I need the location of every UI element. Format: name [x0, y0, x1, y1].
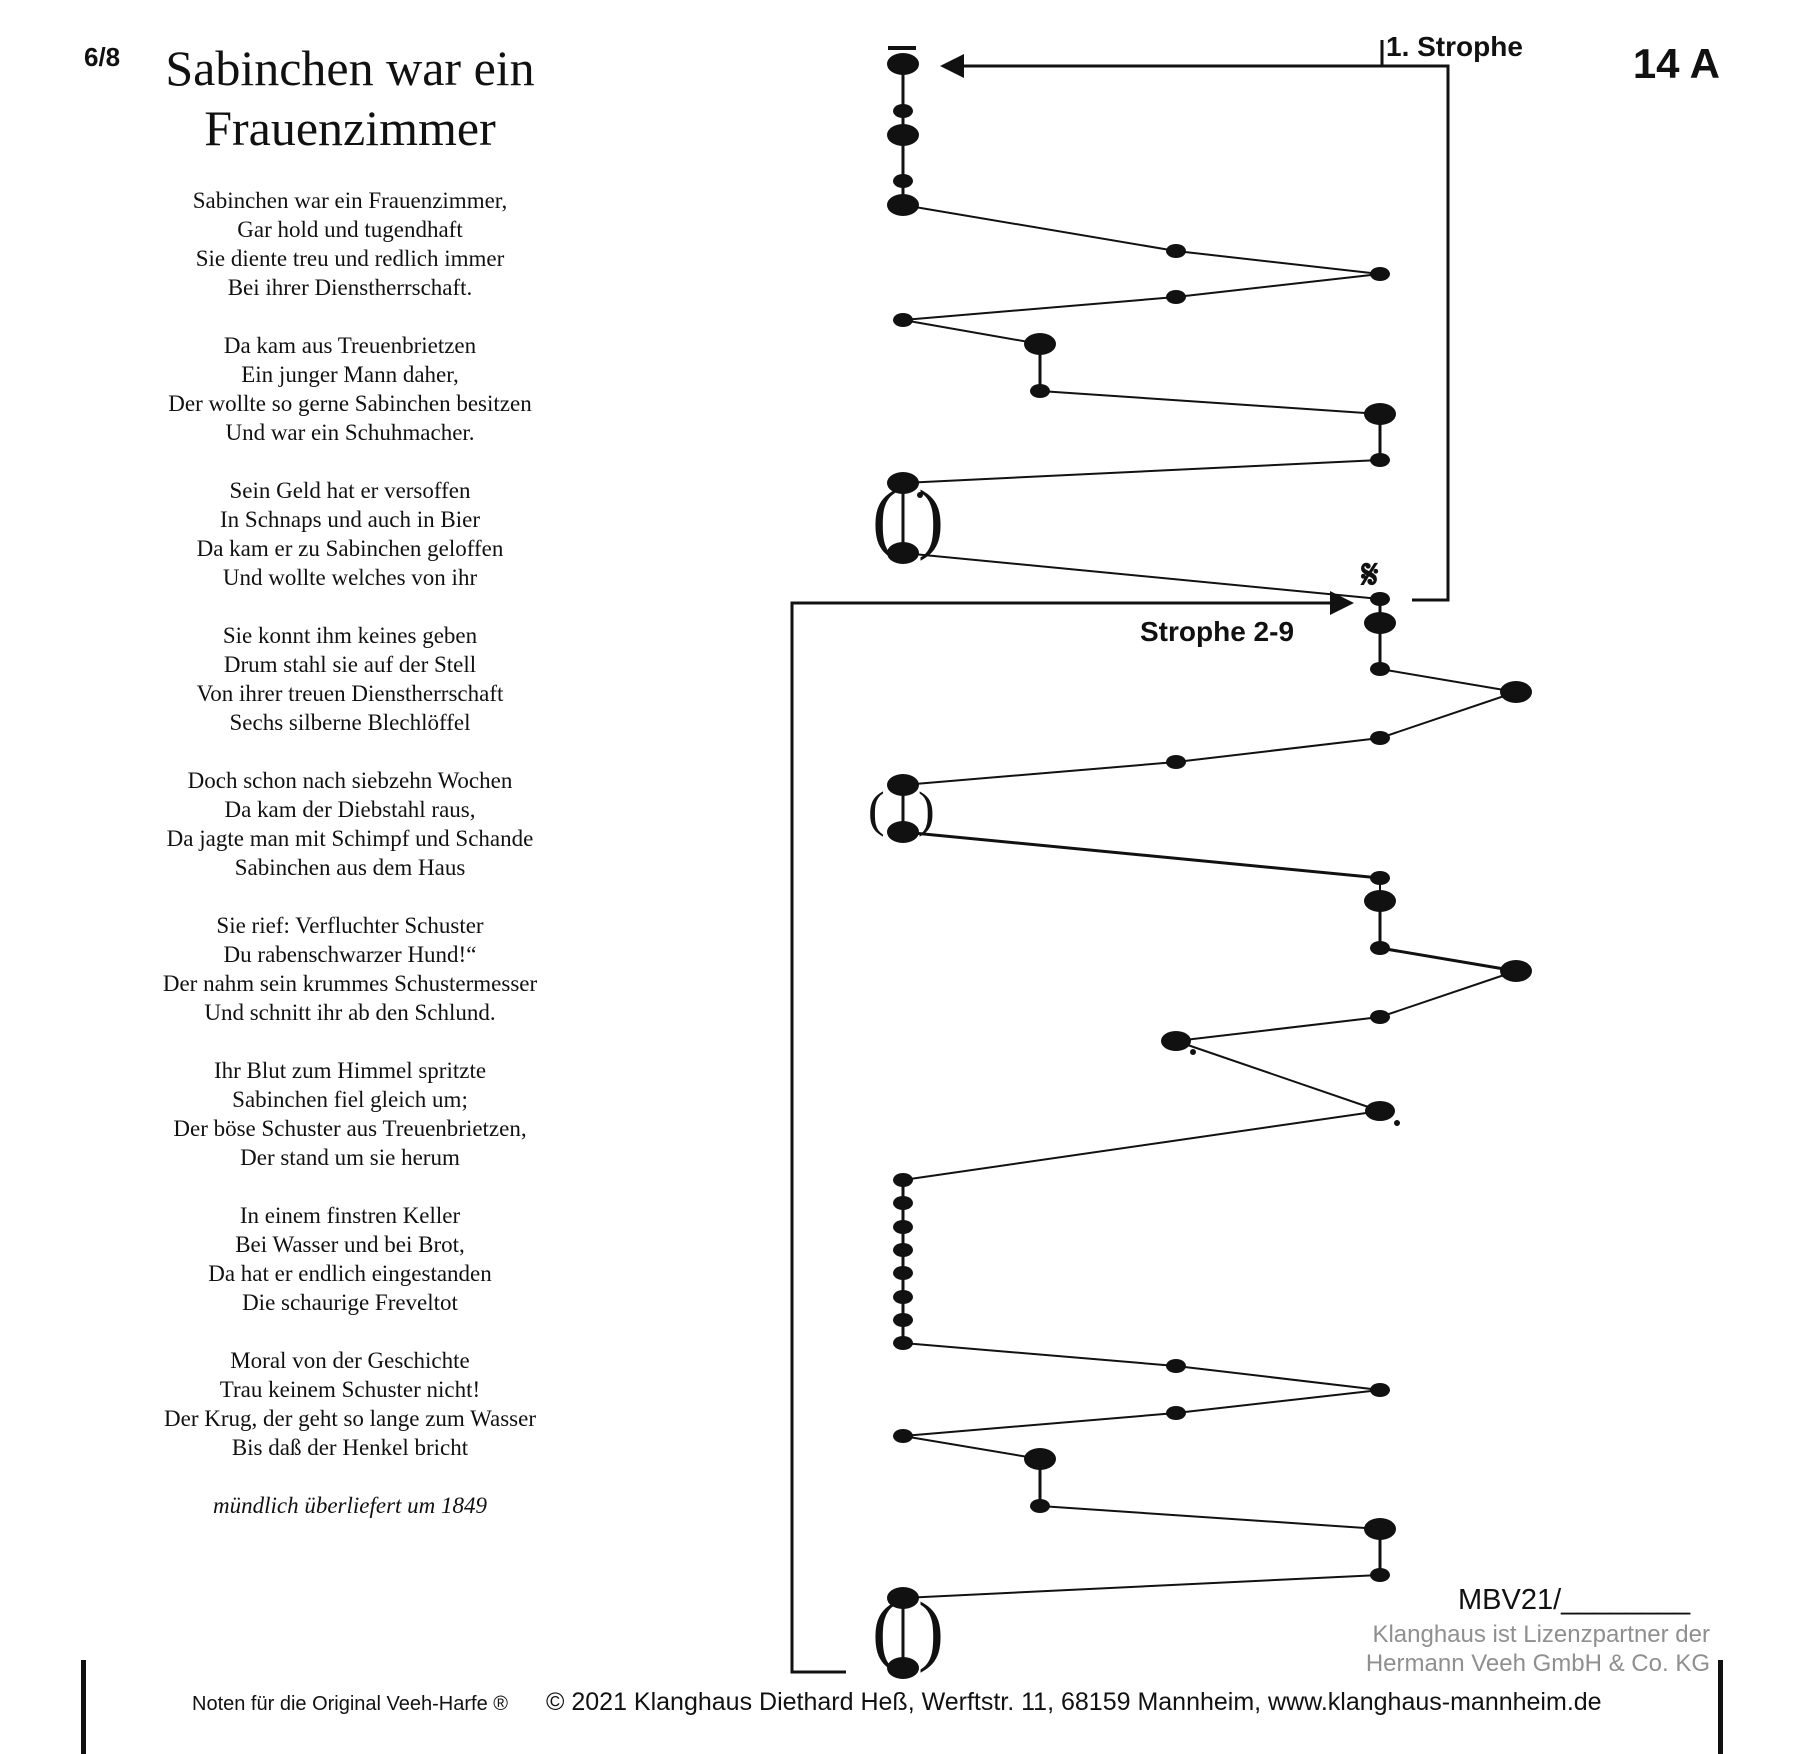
lyric-line: Ein junger Mann daher, — [241, 362, 459, 387]
repeat-path-strophe-2 — [792, 603, 1330, 1672]
melody-line — [1176, 1390, 1380, 1413]
lyric-line: Bis daß der Henkel bricht — [231, 1435, 469, 1460]
note-head — [1370, 453, 1390, 467]
note-head — [893, 1220, 913, 1234]
strophe-1-label: 1. Strophe — [1386, 31, 1523, 62]
lyric-line: Da kam der Diebstahl raus, — [224, 797, 476, 822]
melody-line — [903, 1436, 1040, 1459]
note-head — [1364, 890, 1396, 912]
lyric-line: Trau keinem Schuster nicht! — [219, 1377, 481, 1402]
note-head — [1166, 1359, 1186, 1373]
melody-line — [903, 205, 1176, 251]
source-note: mündlich überliefert um 1849 — [212, 1493, 488, 1518]
note-head — [1166, 290, 1186, 304]
melody-line — [1176, 274, 1380, 297]
melody-line — [1176, 1017, 1380, 1041]
lyric-line: Du rabenschwarzer Hund!“ — [223, 942, 477, 967]
note-head — [1030, 384, 1050, 398]
lyric-line: Sabinchen fiel gleich um; — [232, 1087, 468, 1112]
lyric-line: Sechs silberne Blechlöffel — [229, 710, 471, 735]
note-head — [893, 313, 913, 327]
lyric-line: Der stand um sie herum — [240, 1145, 460, 1170]
melody-lines — [903, 64, 1516, 1668]
lyric-line: Da jagte man mit Schimpf und Schande — [166, 826, 534, 851]
lyric-line: Die schaurige Freveltot — [242, 1290, 458, 1315]
lyric-line: Der nahm sein krummes Schustermesser — [162, 971, 538, 996]
repeat-path-strophe-1 — [1382, 40, 1448, 600]
paren-right-2: ) — [918, 781, 935, 837]
lyric-line: Sie konnt ihm keines geben — [222, 623, 478, 648]
note-head — [1365, 1101, 1395, 1121]
melody-line — [903, 553, 1380, 599]
segno-symbol: 𝄋 — [1361, 552, 1379, 598]
partner-line-2: Hermann Veeh GmbH & Co. KG — [1365, 1650, 1710, 1677]
note-head — [1364, 612, 1396, 634]
strophe-2-9-label: Strophe 2-9 — [1140, 616, 1295, 647]
note-head — [893, 1336, 913, 1350]
note-head — [1370, 941, 1390, 955]
lyric-line: Gar hold und tugendhaft — [237, 217, 463, 242]
lyric-line: Der Krug, der geht so lange zum Wasser — [164, 1406, 536, 1431]
note-head — [1370, 1568, 1390, 1582]
melody-line — [903, 1343, 1176, 1366]
note-head — [893, 1266, 913, 1280]
lyric-line: Doch schon nach siebzehn Wochen — [187, 768, 513, 793]
melody-line — [903, 297, 1176, 320]
note-head — [1364, 1518, 1396, 1540]
note-head — [1161, 1031, 1191, 1051]
partner-note — [1300, 1620, 1710, 1678]
melody-line — [1040, 391, 1380, 414]
melody-line — [903, 1575, 1380, 1598]
augmentation-dot — [1394, 1120, 1400, 1126]
paren-left-3: ( — [872, 1586, 898, 1673]
lyric-line: Moral von der Geschichte — [230, 1348, 470, 1373]
repeat-paths — [792, 40, 1448, 1673]
melody-line — [1176, 1366, 1380, 1390]
note-head — [1370, 731, 1390, 745]
note-head — [893, 1313, 913, 1327]
melody-line — [1380, 971, 1516, 1017]
lyric-line: Ihr Blut zum Himmel spritzte — [213, 1058, 487, 1083]
note-head — [893, 1290, 913, 1304]
lyric-line: Bei ihrer Dienstherrschaft. — [227, 275, 473, 300]
note-head — [1364, 403, 1396, 425]
lyric-line: Und war ein Schuhmacher. — [225, 420, 475, 445]
lyric-line: Da kam aus Treuenbrietzen — [223, 333, 477, 358]
note-head — [1370, 871, 1390, 885]
time-signature: 6/8 — [84, 42, 121, 72]
note-head — [1500, 960, 1532, 982]
note-head — [887, 124, 919, 146]
note-head — [1024, 333, 1056, 355]
melody-line — [1176, 738, 1380, 762]
lyric-line: Da kam er zu Sabinchen geloffen — [196, 536, 504, 561]
note-head — [1370, 1010, 1390, 1024]
lyric-line: Sabinchen war ein Frauenzimmer, — [192, 188, 508, 213]
note-head — [1030, 1499, 1050, 1513]
augmentation-dot — [1190, 1049, 1196, 1055]
song-title-line-1: Sabinchen war ein — [165, 40, 535, 96]
song-title-line-2: Frauenzimmer — [204, 100, 496, 156]
lyric-line: Sie rief: Verfluchter Schuster — [216, 913, 484, 938]
lyric-line: Drum stahl sie auf der Stell — [223, 652, 477, 677]
melody-line — [903, 762, 1176, 785]
paren-left-2: ( — [868, 781, 885, 837]
note-head — [893, 174, 913, 188]
melody-line — [903, 1413, 1176, 1436]
partner-line-1: Klanghaus ist Lizenzpartner der — [1372, 1621, 1710, 1648]
note-head — [1370, 267, 1390, 281]
melody-line — [1380, 948, 1516, 971]
note-head — [1166, 244, 1186, 258]
melody-line — [1380, 669, 1516, 692]
note-head — [1166, 1406, 1186, 1420]
melody-line — [903, 832, 1380, 878]
catalog-number: MBV21/________ — [1458, 1584, 1691, 1616]
melody-line — [903, 320, 1040, 344]
lyric-line: In einem finstren Keller — [239, 1203, 461, 1228]
note-head — [887, 821, 919, 843]
note-head — [893, 104, 913, 118]
note-head — [893, 1196, 913, 1210]
melody-line — [903, 460, 1380, 483]
page-number: 14 A — [1632, 40, 1720, 87]
lyric-line: Da hat er endlich eingestanden — [208, 1261, 492, 1286]
lyric-line: Bei Wasser und bei Brot, — [235, 1232, 465, 1257]
lyric-line: Sabinchen aus dem Haus — [234, 855, 466, 880]
note-heads — [887, 53, 1532, 1679]
paren-right-1: ) — [918, 474, 944, 561]
note-head — [893, 1429, 913, 1443]
page-edge-right — [1718, 1660, 1723, 1754]
note-head — [887, 53, 919, 75]
note-head — [887, 774, 919, 796]
copyright-line: © 2021 Klanghaus Diethard Heß, Werftstr. 11, 68159 Mannheim, www.klanghaus-mannheim.de — [546, 1688, 1602, 1716]
lyric-line: In Schnaps und auch in Bier — [220, 507, 480, 532]
lyric-line: Und schnitt ihr ab den Schlund. — [204, 1000, 496, 1025]
page-edge-left — [81, 1660, 86, 1754]
melody-line — [1040, 1506, 1380, 1529]
melody-line — [1380, 692, 1516, 738]
melody-line — [903, 1111, 1380, 1180]
note-head — [1500, 681, 1532, 703]
lyric-line: Der wollte so gerne Sabinchen besitzen — [168, 391, 532, 416]
note-head — [887, 194, 919, 216]
lyric-line: Und wollte welches von ihr — [222, 565, 478, 590]
repeat-arrowhead-strophe-1 — [940, 54, 964, 78]
note-head — [1370, 662, 1390, 676]
melody-line — [1176, 251, 1380, 274]
paren-right-3: ) — [918, 1586, 944, 1673]
instrument-note: Noten für die Original Veeh-Harfe ® — [192, 1693, 509, 1715]
lyric-line: Sie diente treu und redlich immer — [195, 246, 505, 271]
lyric-line: Von ihrer treuen Dienstherrschaft — [196, 681, 504, 706]
lyric-line: Der böse Schuster aus Treuenbrietzen, — [173, 1116, 527, 1141]
note-head — [1370, 1383, 1390, 1397]
note-head — [893, 1173, 913, 1187]
melody-line — [1176, 1041, 1380, 1111]
note-head — [1166, 755, 1186, 769]
note-head — [1024, 1448, 1056, 1470]
note-head — [893, 1243, 913, 1257]
lyric-line: Sein Geld hat er versoffen — [229, 478, 471, 503]
paren-left-1: ( — [872, 474, 898, 561]
